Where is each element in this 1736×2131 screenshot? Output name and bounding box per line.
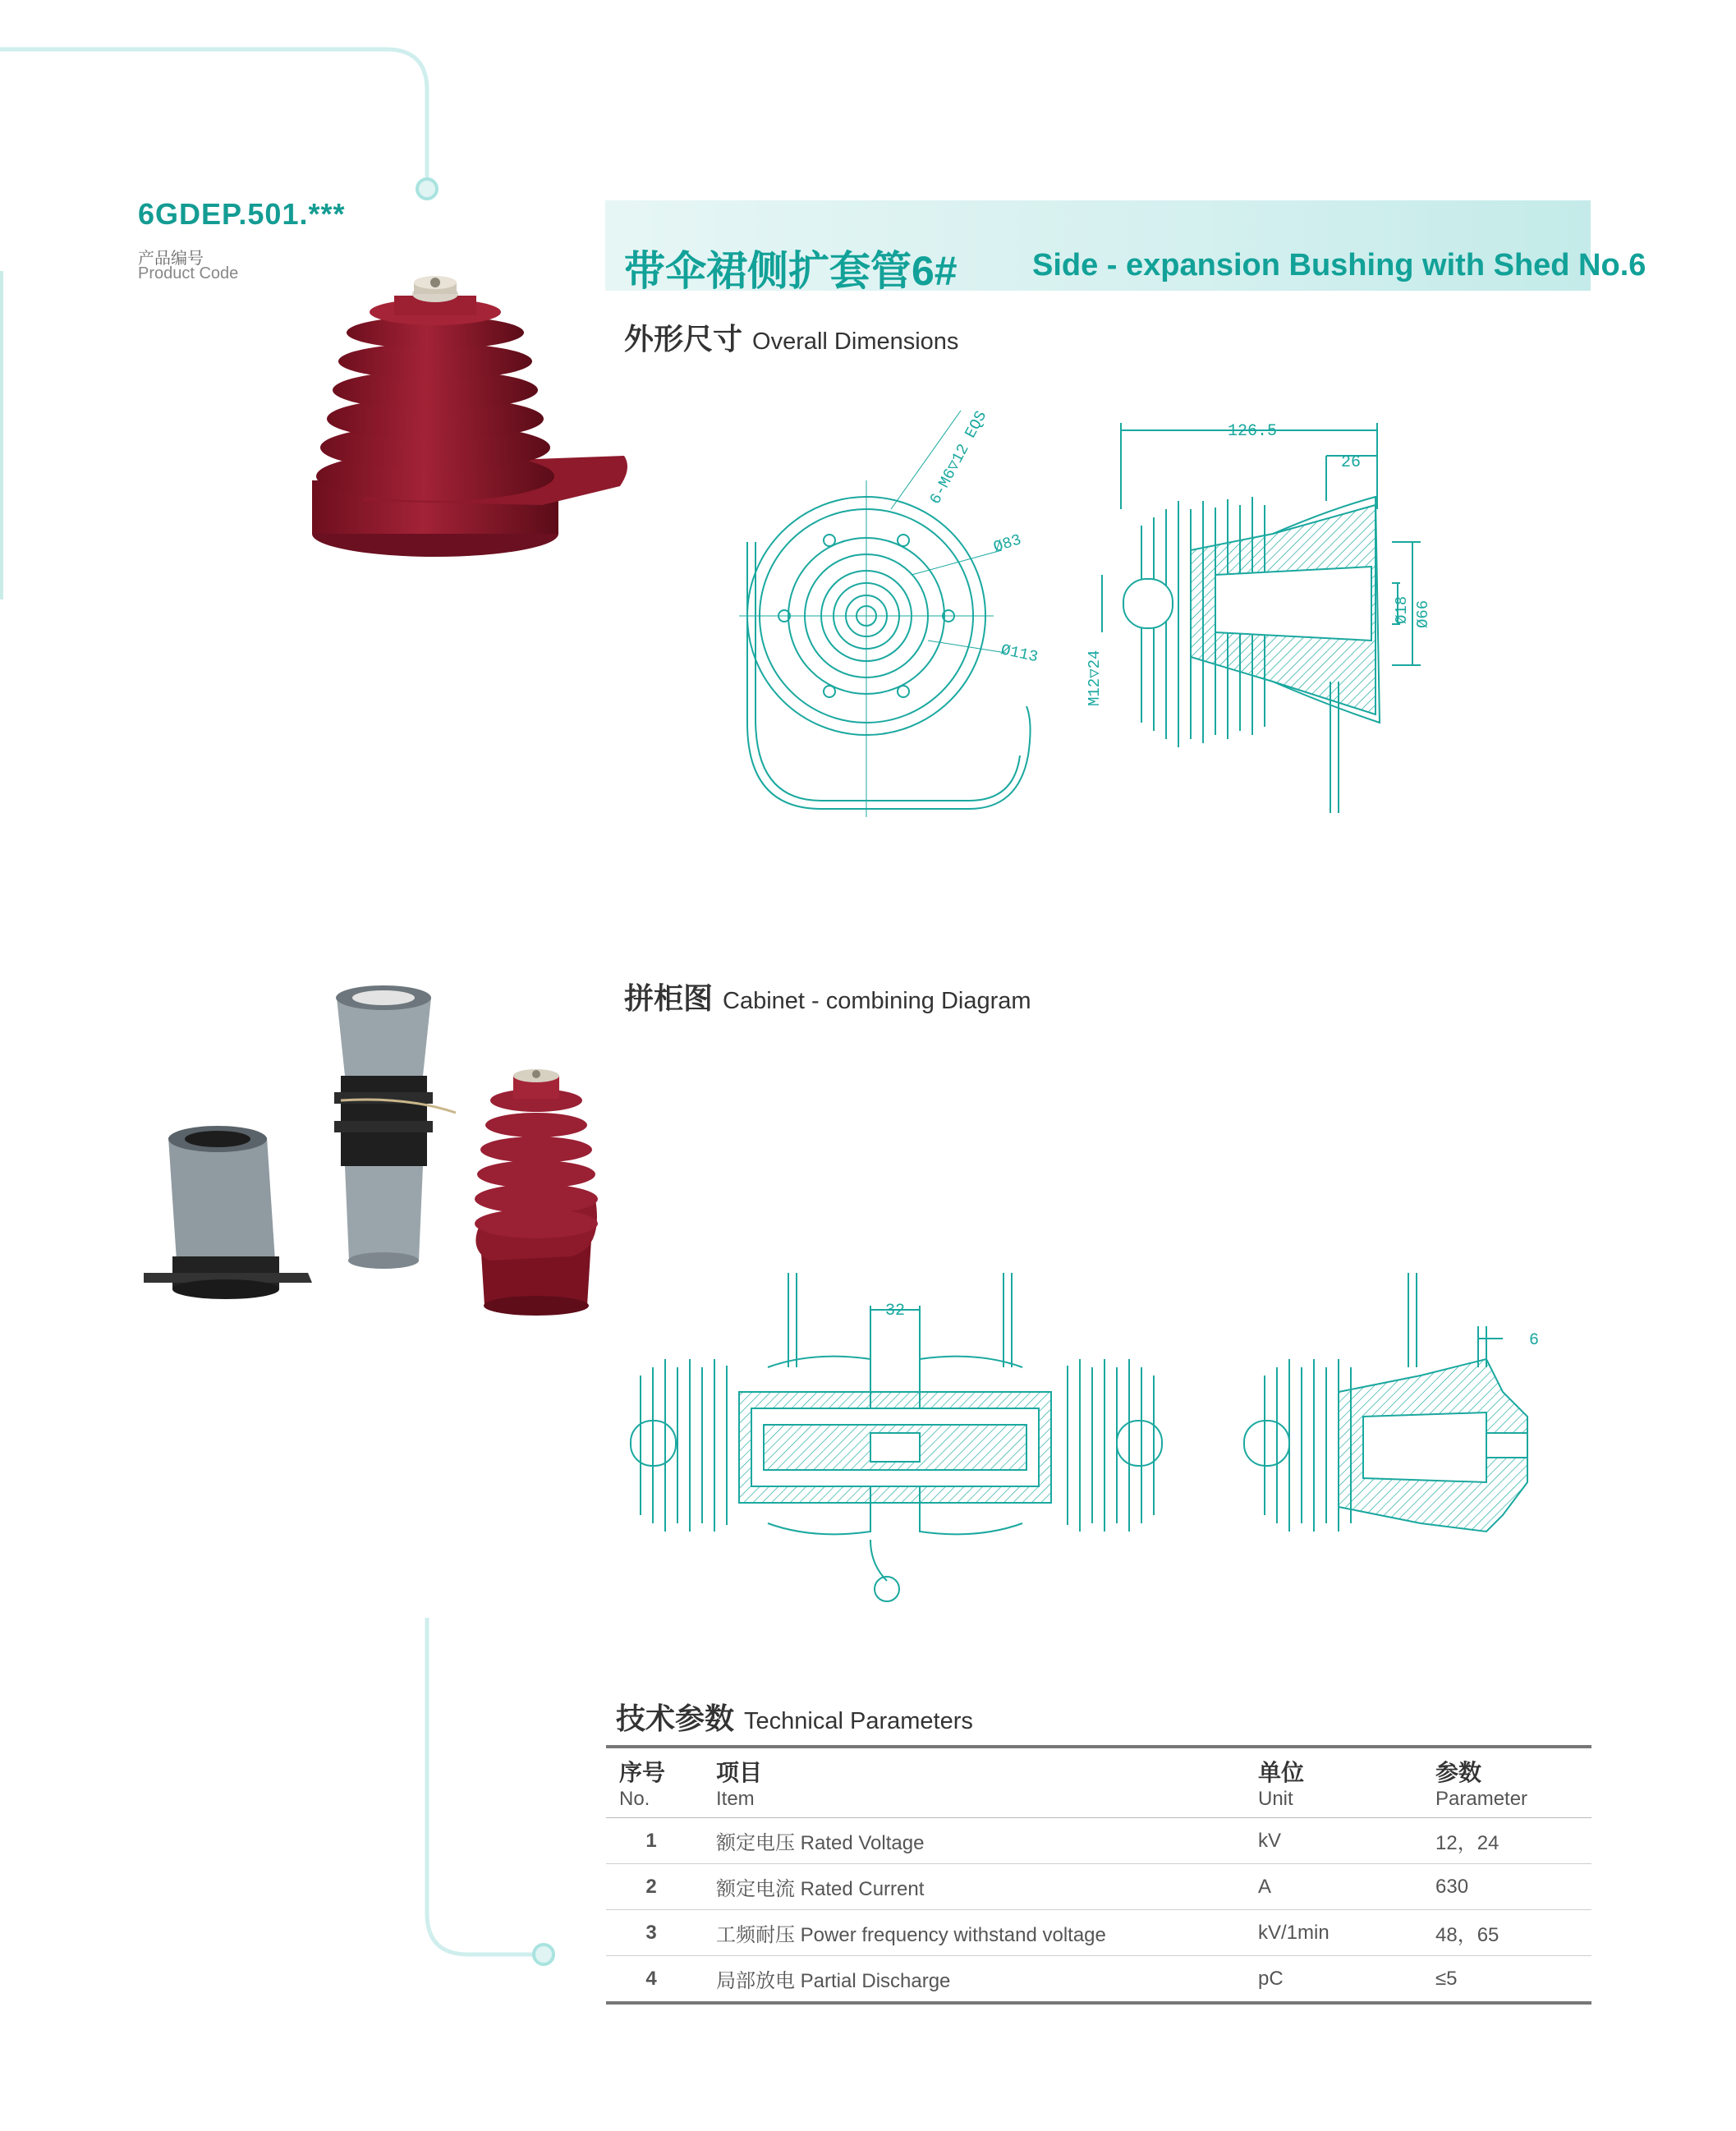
section-title-dimensions-en: Overall Dimensions — [752, 328, 959, 355]
label-d83: Ø83 — [991, 530, 1024, 557]
row-no: 3 — [606, 1910, 696, 1956]
table-row — [606, 1818, 1591, 1864]
page-title-en: Side - expansion Bushing with Shed No.6 — [1032, 248, 1646, 282]
left-edge-bar — [0, 271, 3, 599]
page-title-cn: 带伞裙侧扩套管6# — [624, 248, 958, 294]
row-value: 630 — [1427, 1864, 1591, 1910]
row-item: 额定电压 Rated Voltage — [696, 1818, 1247, 1864]
header-item: 项目 Item — [696, 1748, 1247, 1818]
row-no: 1 — [606, 1818, 696, 1864]
params-table — [606, 1748, 1591, 2001]
combining-drawing-left — [624, 1269, 1191, 1614]
decorative-frame-bottom — [402, 1610, 567, 2004]
section-title-cabinet-en: Cabinet - combining Diagram — [723, 988, 1031, 1014]
row-unit: kV/1min — [1247, 1910, 1427, 1956]
header-parameter: 参数 Parameter — [1427, 1748, 1591, 1818]
label-gap-6: 6 — [1529, 1331, 1540, 1350]
table-header-row — [606, 1748, 1591, 1818]
table-row — [606, 1864, 1591, 1910]
label-width-26: 26 — [1341, 453, 1362, 472]
label-m12: M12▽24 — [1086, 650, 1104, 706]
side-section-drawing — [1084, 411, 1445, 821]
product-code-label-en: Product Code — [138, 264, 239, 282]
header-no: 序号 No. — [606, 1748, 696, 1818]
section-title-params — [616, 1696, 973, 1738]
label-d66: Ø66 — [1414, 599, 1432, 628]
row-item: 工频耐压 Power frequency withstand voltage — [696, 1910, 1247, 1956]
row-value: 12，24 — [1427, 1818, 1591, 1864]
row-unit: kV — [1247, 1818, 1427, 1864]
label-d113: Ø113 — [999, 641, 1040, 667]
row-unit: pC — [1258, 1967, 1284, 1990]
product-code: 6GDEP.501.*** — [138, 197, 346, 231]
decorative-frame-top — [0, 0, 460, 214]
row-no: 4 — [645, 1967, 657, 1990]
table-row — [606, 1910, 1591, 1956]
product-code-label-cn: 产品编号 — [138, 250, 204, 268]
params-table-container — [606, 1745, 1591, 2005]
front-view-drawing — [723, 394, 1084, 821]
row-value: 48，65 — [1427, 1910, 1591, 1956]
label-holes: 6-M6▽12 EQS — [925, 407, 991, 507]
row-value: ≤5 — [1435, 1967, 1458, 1990]
section-title-dimensions-cn: 外形尺寸 — [624, 322, 743, 356]
header-unit: 单位 Unit — [1247, 1748, 1427, 1818]
row-unit: A — [1247, 1864, 1427, 1910]
label-width-126: 126.5 — [1228, 422, 1278, 441]
section-title-cabinet-cn: 拼柜图 — [624, 981, 714, 1015]
bushing-photo — [296, 271, 641, 567]
section-title-dimensions — [624, 316, 958, 358]
row-no: 2 — [606, 1864, 696, 1910]
section-title-params-en: Technical Parameters — [744, 1708, 973, 1734]
row-item: 局部放电 Partial Discharge — [716, 1970, 951, 1992]
table-row — [606, 1956, 1591, 2002]
label-gap-32: 32 — [885, 1302, 906, 1320]
section-title-params-cn: 技术参数 — [616, 1702, 735, 1735]
combining-drawing-right — [1240, 1269, 1568, 1614]
row-item: 额定电流 Rated Current — [696, 1864, 1247, 1910]
label-d18: Ø18 — [1393, 595, 1411, 624]
